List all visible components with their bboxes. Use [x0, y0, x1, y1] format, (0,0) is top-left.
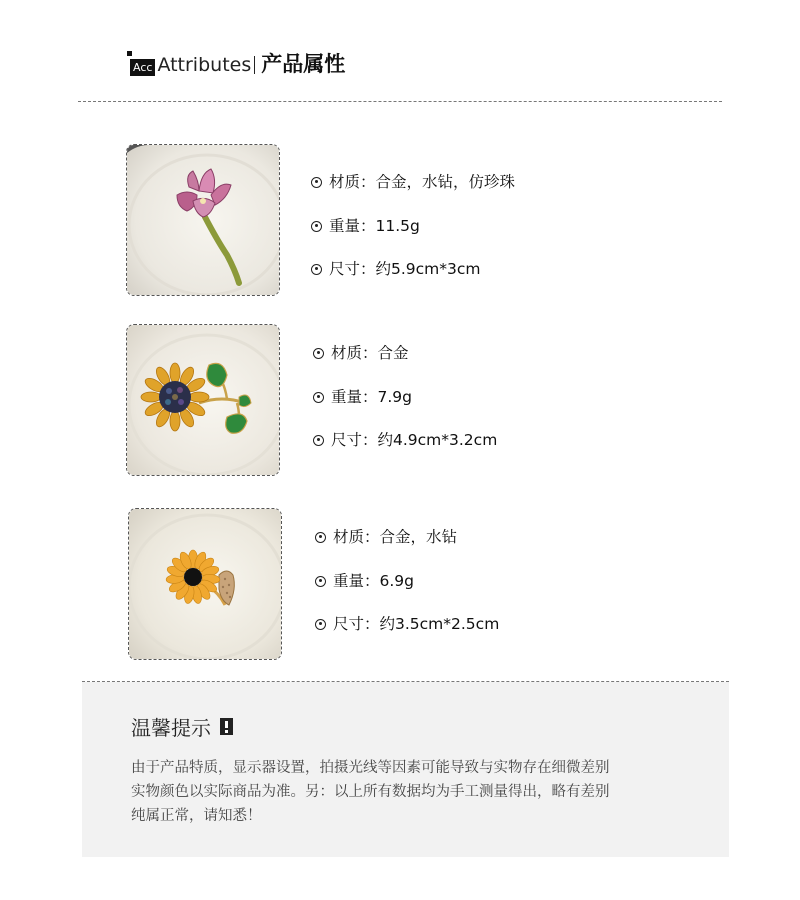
product-2-material-text: 材质：合金: [331, 344, 409, 362]
attributes-chinese-title: 产品属性: [261, 52, 346, 76]
product-1-size-text: 尺寸：约5.9cm*3cm: [329, 260, 481, 278]
product-3-material-text: 材质：合金，水钻: [333, 528, 458, 546]
product-1-material: [311, 172, 515, 192]
notice-line: 由于产品特质，显示器设置，拍摄光线等因素可能导致与实物存在细微差别: [131, 760, 610, 776]
header-divider: [78, 101, 722, 102]
bullet-icon: [311, 221, 322, 232]
product-3-weight-text: 重量：6.9g: [333, 572, 414, 590]
bullet-icon: [313, 392, 324, 403]
product-photo-tulip: [126, 144, 280, 296]
product-3-material: [315, 527, 457, 547]
attributes-english-title: Attributes: [157, 54, 252, 76]
product-1-weight-text: 重量：11.5g: [329, 217, 420, 235]
bullet-icon: [311, 264, 322, 275]
bullet-icon: [313, 348, 324, 359]
product-2-weight: [313, 387, 412, 407]
attributes-header: [130, 52, 345, 76]
product-3-size-text: 尺寸：约3.5cm*2.5cm: [333, 615, 500, 633]
product-1-weight: [311, 216, 420, 236]
notice-panel: [82, 682, 729, 857]
notice-heading: [131, 712, 233, 741]
product-2-material: [313, 343, 409, 363]
product-2-weight-text: 重量：7.9g: [331, 388, 412, 406]
bullet-icon: [315, 576, 326, 587]
notice-line: 实物颜色以实际商品为准。另：以上所有数据均为手工测量得出，略有差别: [131, 784, 610, 800]
product-photo-sunflower: [126, 324, 280, 476]
bullet-icon: [315, 532, 326, 543]
product-3-weight: [315, 571, 414, 591]
product-1-material-text: 材质：合金，水钻，仿珍珠: [329, 173, 516, 191]
product-3-size: [315, 614, 499, 634]
product-2-size-text: 尺寸：约4.9cm*3.2cm: [331, 431, 498, 449]
product-2-size: [313, 430, 497, 450]
product-photo-daisy: [128, 508, 282, 660]
corner-square-decoration: [127, 51, 132, 56]
bullet-icon: [313, 435, 324, 446]
notice-body: [131, 756, 701, 828]
title-separator: [254, 56, 255, 74]
notice-title: 温馨提示: [131, 716, 211, 740]
exclamation-icon: [220, 718, 233, 735]
acc-badge: Acc: [130, 59, 155, 76]
bullet-icon: [311, 177, 322, 188]
notice-line: 纯属正常，请知悉！: [131, 808, 262, 824]
product-1-size: [311, 259, 481, 279]
bullet-icon: [315, 619, 326, 630]
